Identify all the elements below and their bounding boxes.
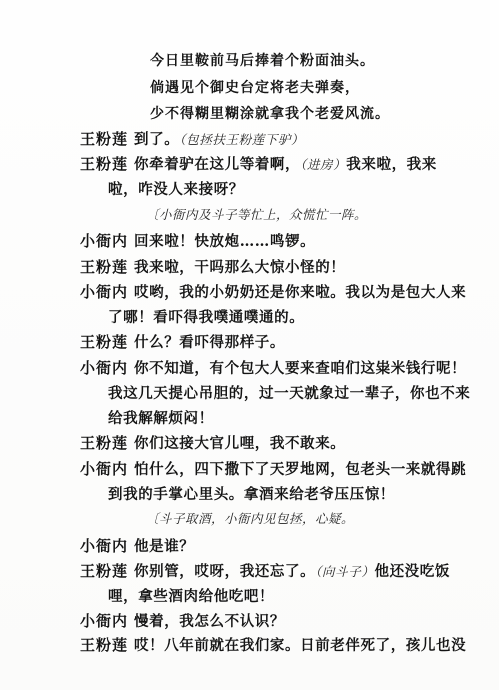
dialogue-continuation: 啦，咋没人来接呀？ [108, 181, 244, 198]
dialogue-row [0, 357, 499, 381]
dialogue-text: 你牵着驴在这儿等着啊，（进房）我来啦，我来 [134, 156, 437, 173]
dialogue-text: 你们这接大官儿哩，我不敢来。 [134, 435, 346, 452]
dialogue-text: 你不知道，有个包大人要来查咱们这粜米钱行呢！ [134, 360, 467, 377]
speaker-name: 小衙内 [80, 359, 129, 377]
dialogue-row [0, 634, 499, 658]
speaker-name: 王粉莲 [80, 130, 129, 148]
verse-line-2: 倘遇见个御史台定将老夫弹奏， [150, 80, 360, 96]
dialogue-text: 到了。（包拯扶王粉莲下驴） [134, 131, 305, 148]
dialogue-continuation: 给我解解烦闷！ [108, 410, 214, 427]
speaker-name: 小衙内 [80, 232, 129, 250]
speaker-name: 王粉莲 [80, 258, 129, 276]
speaker-name: 小衙内 [80, 460, 129, 478]
dialogue-continuation: 哩，拿些酒肉给他吃吧！ [108, 588, 275, 605]
speaker-name: 王粉莲 [80, 562, 129, 580]
dialogue-continuation: 了哪！看吓得我噗通噗通的。 [108, 309, 305, 326]
dialogue-row [0, 560, 499, 584]
dialogue-continuation: 到我的手掌心里头。拿酒来给老爷压压惊！ [108, 486, 395, 503]
dialogue-row [0, 256, 499, 280]
stage-direction: 〔斗子取酒，小衙内见包拯，心疑。 [146, 511, 355, 526]
dialogue-text: 回来啦！快放炮……鸣锣。 [134, 233, 316, 250]
dialogue-row [0, 331, 499, 355]
dialogue-text: 怕什么，四下撒下了天罗地网，包老头一来就得跳 [134, 461, 467, 478]
stage-direction-inline: （进房） [300, 157, 347, 172]
dialogue-row [0, 128, 499, 152]
dialogue-text: 哎！八年前就在我们家。日前老伴死了，孩儿也没 [134, 637, 467, 654]
speaker-name: 小衙内 [80, 612, 129, 630]
dialogue-text: 慢着，我怎么不认识？ [134, 613, 285, 630]
dialogue-row [0, 230, 499, 254]
dialogue-row [0, 281, 499, 305]
speaker-name: 王粉莲 [80, 636, 129, 654]
speaker-name: 小衙内 [80, 283, 129, 301]
stage-direction: 〔小衙内及斗子等忙上，众慌忙一阵。 [146, 207, 368, 222]
dialogue-text: 他是谁？ [134, 538, 195, 555]
dialogue-row [0, 458, 499, 482]
dialogue-row [0, 432, 499, 456]
stage-direction-inline: （向斗子） [315, 564, 375, 579]
speaker-name: 小衙内 [80, 537, 129, 555]
dialogue-text: 你别管，哎呀，我还忘了。（向斗子）他还没吃饭 [134, 563, 450, 580]
dialogue-row [0, 610, 499, 634]
verse-line-3: 少不得糊里糊涂就拿我个老爱风流。 [150, 106, 390, 122]
dialogue-continuation: 我这几天提心吊胆的，过一天就象过一辈子，你也不来 [108, 385, 471, 402]
dialogue-text: 哎哟，我的小奶奶还是你来啦。我以为是包大人来 [134, 284, 467, 301]
dialogue-text: 什么？看吓得那样子。 [134, 334, 285, 351]
dialogue-row [0, 153, 499, 177]
speaker-name: 王粉莲 [80, 155, 129, 173]
speaker-name: 王粉莲 [80, 333, 129, 351]
dialogue-row [0, 535, 499, 559]
speaker-name: 王粉莲 [80, 434, 129, 452]
stage-direction-inline: （包拯扶王粉莲下驴） [179, 132, 305, 147]
dialogue-text: 我来啦，干吗那么大惊小怪的！ [134, 259, 346, 276]
verse-line-1: 今日里鞍前马后捧着个粉面油头。 [150, 53, 375, 69]
